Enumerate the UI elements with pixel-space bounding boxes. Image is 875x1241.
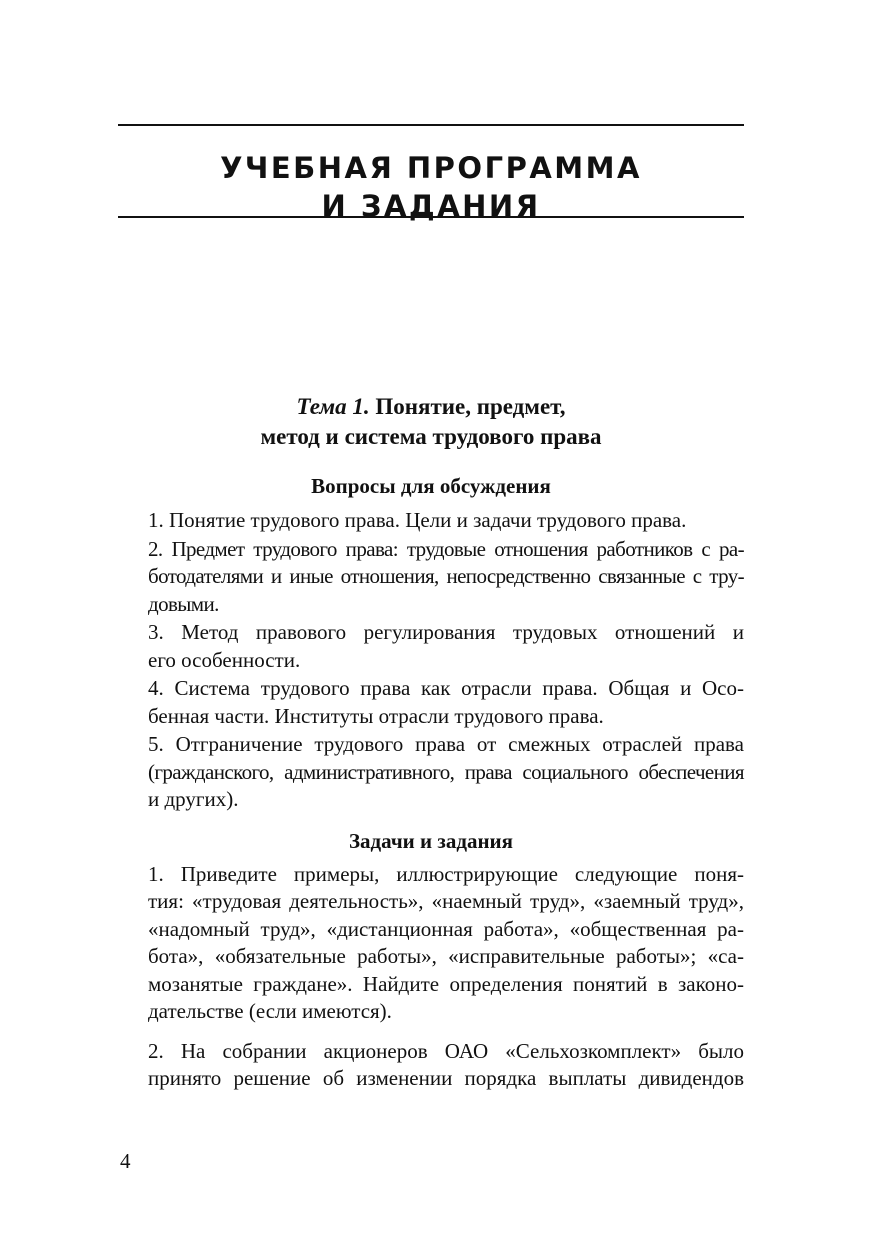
question-item-1 xyxy=(118,507,744,535)
task-1-line-6: дательстве (если имеются). xyxy=(148,999,392,1023)
chapter-title-line-2: И ЗАДАНИЯ xyxy=(321,189,541,224)
question-1-line-1: 1. Понятие трудового права. Цели и задачи трудового права. xyxy=(148,508,687,532)
questions-list xyxy=(118,507,744,814)
topic-title-part-1: Понятие, предмет, xyxy=(375,394,566,419)
task-1-line-2: тия: «трудовая деятельность», «наемный труд», «заемный труд», xyxy=(148,889,744,913)
page-content xyxy=(118,392,744,1105)
tasks-heading: Задачи и задания xyxy=(348,828,514,853)
question-item-4 xyxy=(118,675,744,730)
chapter-title xyxy=(118,149,744,225)
question-item-3 xyxy=(118,619,744,674)
question-4-line-1: 4. Система трудового права как отрасли права. Общая и Осо- xyxy=(148,676,744,700)
task-1-line-4: бота», «обязательные работы», «исправительные работы»; «са- xyxy=(148,944,744,968)
topic-heading-line-2: метод и система трудового права xyxy=(260,424,602,449)
question-2-line-3: довыми. xyxy=(148,591,219,616)
task-2-line-1: 2. На собрании акционеров ОАО «Сельхозкомплект» было xyxy=(148,1038,744,1063)
task-1-line-1: 1. Приведите примеры, иллюстрирующие следующие поня- xyxy=(148,861,744,886)
page-number: 4 xyxy=(120,1149,131,1173)
topic-prefix: Тема 1. xyxy=(296,394,370,419)
topic-heading xyxy=(118,392,744,452)
question-4-line-2: бенная части. Институты отрасли трудового права. xyxy=(148,703,604,728)
tasks-list xyxy=(118,861,744,1093)
question-2-line-2: ботодателями и иные отношения, непосредственно связанные с тру- xyxy=(148,564,744,588)
question-5-line-3: и других). xyxy=(148,787,239,811)
topic-heading-line-1 xyxy=(118,392,744,422)
question-3-line-2: его особенности. xyxy=(148,647,301,672)
task-1-line-3: «надомный труд», «дистанционная работа», «общественная ра- xyxy=(148,916,744,941)
chapter-title-line-1: УЧЕБНАЯ ПРОГРАММА xyxy=(220,151,642,186)
task-item-1 xyxy=(118,861,744,1026)
task-2-line-2: принято решение об изменении порядка выплаты дивидендов xyxy=(148,1066,744,1090)
bottom-rule xyxy=(118,216,744,218)
question-item-5 xyxy=(118,731,744,814)
task-1-line-5: мозанятые граждане». Найдите определения понятий в законо- xyxy=(148,971,744,996)
question-2-line-1: 2. Предмет трудового права: трудовые отношения работников с ра- xyxy=(148,536,744,561)
question-item-2 xyxy=(118,536,744,619)
question-5-line-1: 5. Отграничение трудового права от смежных отраслей права xyxy=(148,732,744,756)
task-item-2 xyxy=(118,1038,744,1093)
top-rule xyxy=(118,124,744,126)
questions-heading: Вопросы для обсуждения xyxy=(311,474,551,498)
question-3-line-1: 3. Метод правового регулирования трудовых отношений и xyxy=(148,620,744,644)
question-5-line-2: (гражданского, административного, права социального обеспечения xyxy=(148,759,744,784)
